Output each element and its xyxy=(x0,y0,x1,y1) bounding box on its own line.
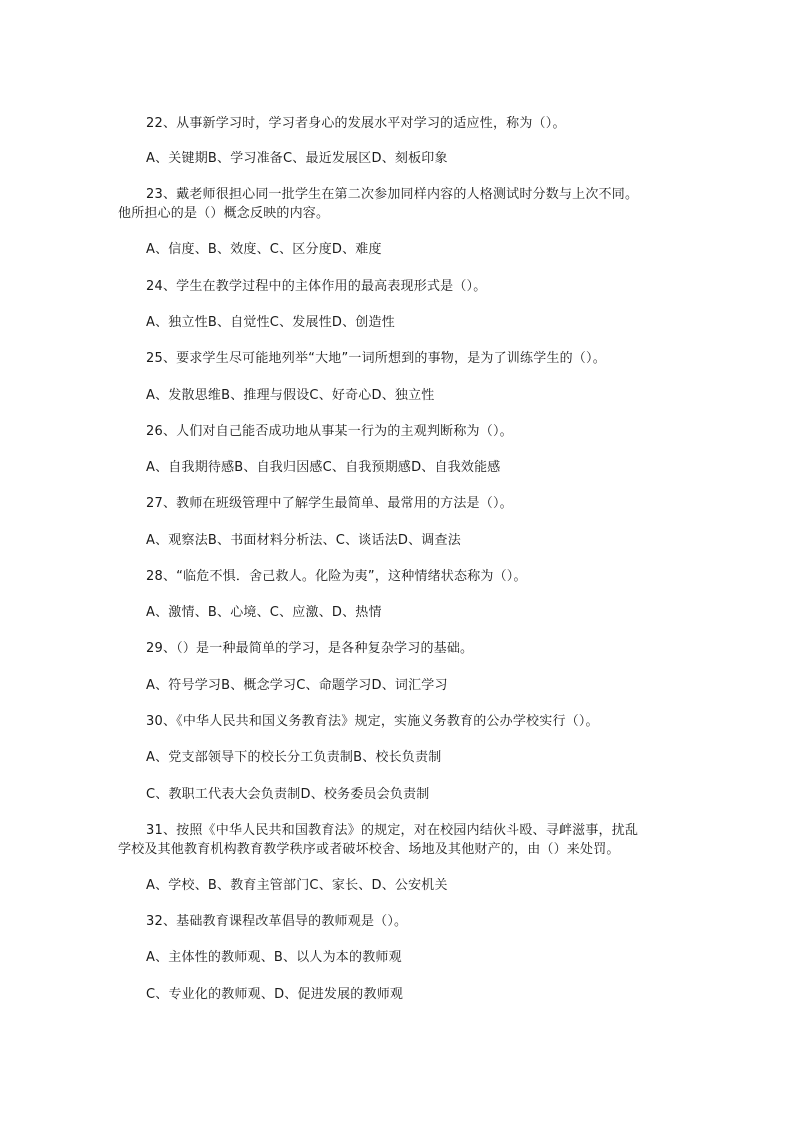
question-25-stem: 25、要求学生尽可能地列举“大地”一词所想到的事物，是为了训练学生的（）。 xyxy=(146,351,606,366)
question-24-options: A、独立性B、自觉性C、发展性D、创造性 xyxy=(146,315,395,330)
question-27-options: A、观察法B、书面材料分析法、C、谈话法D、调查法 xyxy=(146,533,461,548)
question-29-options: A、符号学习B、概念学习C、命题学习D、词汇学习 xyxy=(146,678,448,693)
question-31-options: A、学校、B、教育主管部门C、家长、D、公安机关 xyxy=(146,878,448,893)
question-24-stem: 24、学生在教学过程中的主体作用的最高表现形式是（）。 xyxy=(146,279,487,294)
question-28-stem: 28、“临危不惧．舍己救人。化险为夷”，这种情绪状态称为（）。 xyxy=(146,569,527,584)
question-32-options-line-1: A、主体性的教师观、B、以人为本的教师观 xyxy=(146,950,402,965)
question-26-stem: 26、人们对自己能否成功地从事某一行为的主观判断称为（）。 xyxy=(146,424,513,439)
question-31-stem-line-1: 31、按照《中华人民共和国教育法》的规定，对在校园内结伙斗殴、寻衅滋事，扰乱 xyxy=(146,823,639,838)
question-28-options: A、激情、B、心境、C、应激、D、热情 xyxy=(146,605,382,620)
question-23-stem-line-2: 他所担心的是（）概念反映的内容。 xyxy=(118,206,330,221)
question-30-stem: 30、《中华人民共和国义务教育法》规定，实施义务教育的公办学校实行（）。 xyxy=(146,714,599,729)
question-26-options: A、自我期待感B、自我归因感C、自我预期感D、自我效能感 xyxy=(146,460,501,475)
question-32-stem: 32、基础教育课程改革倡导的教师观是（）。 xyxy=(146,914,408,929)
question-23-options: A、信度、B、效度、C、区分度D、难度 xyxy=(146,242,382,257)
question-30-options-line-2: C、教职工代表大会负责制D、校务委员会负责制 xyxy=(146,787,430,802)
question-22-stem: 22、从事新学习时，学习者身心的发展水平对学习的适应性，称为（）。 xyxy=(146,116,566,131)
question-29-stem: 29、（）是一种最简单的学习，是各种复杂学习的基础。 xyxy=(146,641,474,656)
question-31-stem-line-2: 学校及其他教育机构教育教学秩序或者破坏校舍、场地及其他财产的，由（）来处罚。 xyxy=(118,842,620,857)
question-30-options-line-1: A、党支部领导下的校长分工负责制B、校长负责制 xyxy=(146,750,442,765)
question-22-options: A、关键期B、学习准备C、最近发展区D、刻板印象 xyxy=(146,151,448,166)
question-32-options-line-2: C、专业化的教师观、D、促进发展的教师观 xyxy=(146,987,404,1002)
question-27-stem: 27、教师在班级管理中了解学生最简单、最常用的方法是（）。 xyxy=(146,496,513,511)
question-23-stem-line-1: 23、戴老师很担心同一批学生在第二次参加同样内容的人格测试时分数与上次不同。 xyxy=(146,187,639,202)
question-25-options: A、发散思维B、推理与假设C、好奇心D、独立性 xyxy=(146,388,435,403)
